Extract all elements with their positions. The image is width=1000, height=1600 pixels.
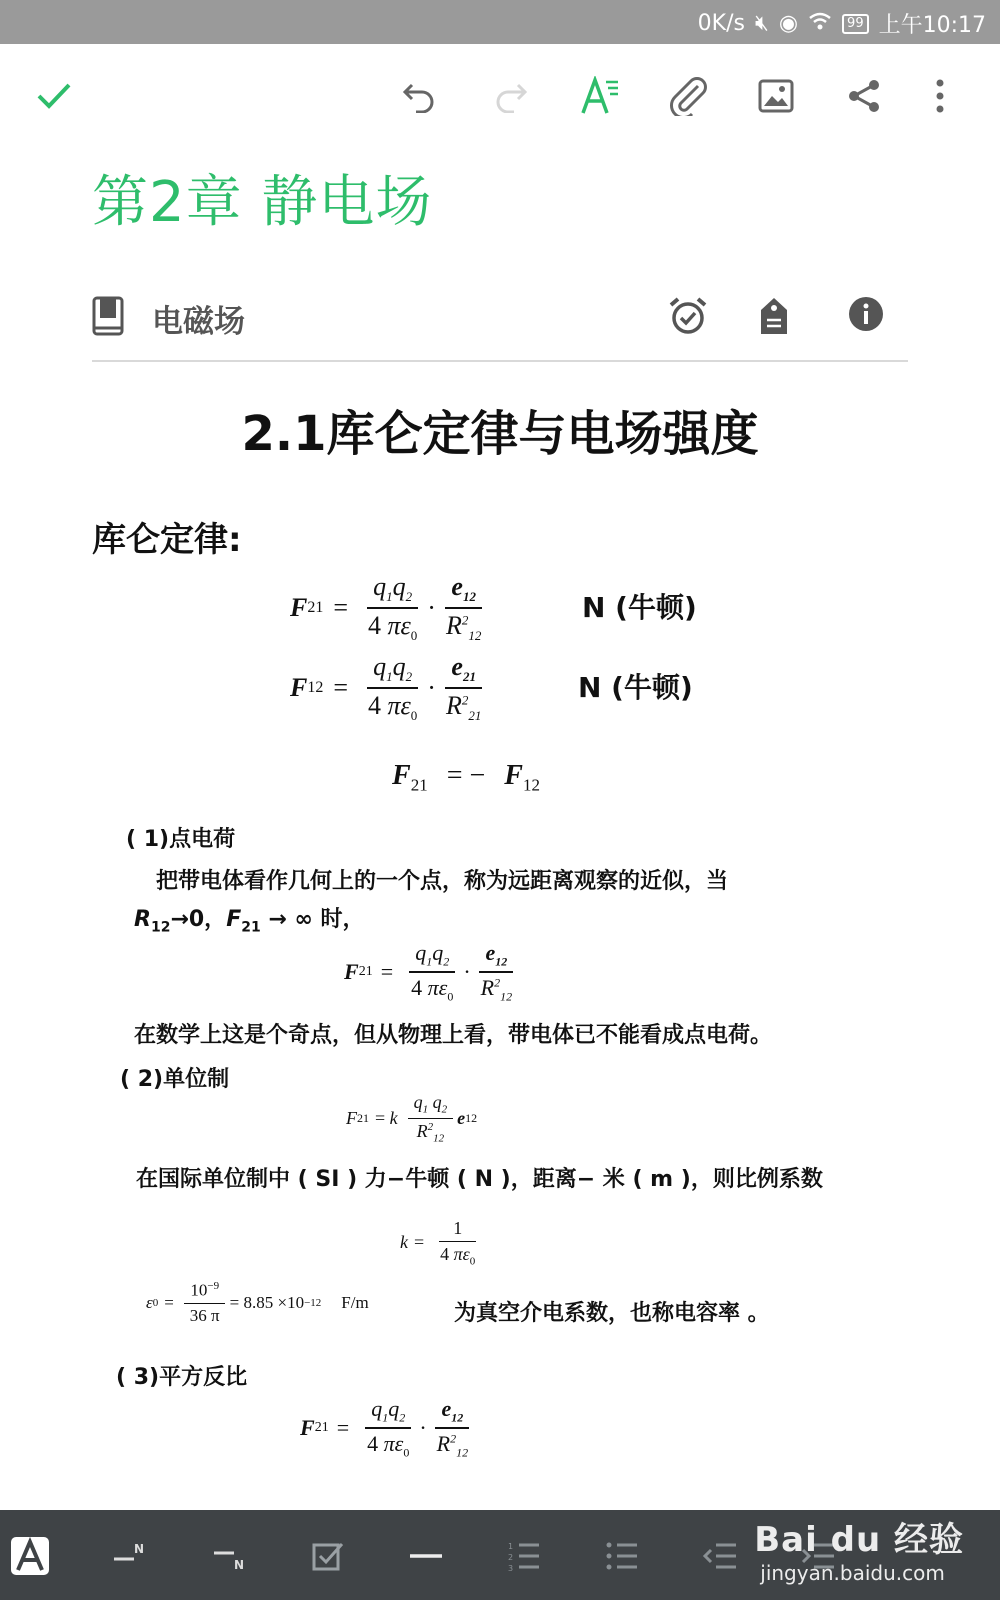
equation-f12: F 12 = $\frac{q_1q_2}{4 \pi\varepsilon_0}$ · $\frac{e_{21}}{R^2_{21}}$	[290, 652, 482, 724]
section-point-charge-text-2: $R_{12}\to 0$，$F_{21}$ → ∞ 时，	[134, 907, 365, 936]
share-icon[interactable]	[842, 74, 886, 118]
equation-f12-unit: N (牛顿)	[578, 671, 693, 704]
section-point-charge-label: ( 1)点电荷	[126, 827, 236, 852]
section-units-text: 在国际单位制中 ( SI ) 力−牛顿 ( N )，距离− 米 ( m )，则比例系数	[136, 1167, 823, 1192]
svg-text:N: N	[234, 1558, 245, 1571]
document-heading: 2.1库仑定律与电场强度	[241, 406, 759, 462]
font-style-icon[interactable]	[8, 1534, 52, 1578]
superscript-icon[interactable]	[106, 1534, 150, 1578]
svg-text:3: 3	[508, 1564, 514, 1572]
equation-point-charge: F 21 = $\frac{q_1q_2}{4 \pi\varepsilon_0}$ · $\frac{e_{12}}{R^2_{12}}$	[344, 940, 513, 1004]
text-format-icon[interactable]	[578, 74, 622, 118]
equation-k-constant: k = $\frac{1}{4 \pi\varepsilon_0}$	[400, 1218, 476, 1268]
outdent-icon[interactable]	[698, 1534, 742, 1578]
equation-units: F 21 = k $\frac{q_1 q_2}{R^2_{12}}$ e 12	[346, 1092, 478, 1145]
watermark-brand: Bai du 经验	[754, 1520, 964, 1560]
check-icon[interactable]	[32, 74, 76, 118]
note-title[interactable]: 第2章 静电场	[92, 170, 433, 235]
undo-icon[interactable]	[398, 74, 442, 118]
notebook-row	[92, 284, 908, 362]
notebook-icon[interactable]	[92, 296, 132, 336]
wifi-icon	[808, 11, 832, 37]
equation-f21-unit: N (牛顿)	[582, 591, 697, 624]
limit-suffix: 时，	[320, 907, 365, 932]
attachment-icon[interactable]	[666, 74, 710, 118]
tag-icon[interactable]	[758, 296, 798, 336]
permittivity-value: = 8.85 ×10	[229, 1292, 305, 1312]
bullet-list-icon[interactable]	[600, 1534, 644, 1578]
section-inverse-square-label: ( 3)平方反比	[116, 1365, 248, 1390]
section-units-label: ( 2)单位制	[120, 1067, 230, 1092]
mute-icon: 🔇︎	[754, 11, 769, 36]
notebook-name[interactable]: 电磁场	[152, 304, 245, 340]
baidu-watermark	[754, 1512, 964, 1585]
clock: 上午10:17	[878, 13, 986, 38]
equation-newton-third: $F_{21}$ = − $F_{12}$	[392, 760, 540, 795]
equation-inverse-square: F 21 = $\frac{q_1q_2}{4 \pi\varepsilon_0}$ · $\frac{e_{12}}{R^2_{12}}$	[300, 1396, 469, 1460]
eye-comfort-icon: ◉	[778, 11, 799, 36]
divider-icon[interactable]	[404, 1534, 448, 1578]
coulomb-law-label: 库仑定律:	[92, 520, 242, 560]
editor-toolbar	[0, 44, 1000, 144]
equation-permittivity: ε 0 = $\frac{10^{-9}}{36 \pi}$ = 8.85 ×10 −12 F/m	[146, 1280, 369, 1325]
equation-f21: F 21 = $\frac{q_1q_2}{4 \pi\varepsilon_0}$ · $\frac{e_{12}}{R^2_{12}}$	[290, 572, 482, 644]
checkbox-icon[interactable]	[306, 1534, 350, 1578]
svg-text:N: N	[134, 1542, 145, 1556]
alarm-icon[interactable]	[668, 296, 708, 336]
redo-icon[interactable]	[488, 74, 532, 118]
image-icon[interactable]	[754, 74, 798, 118]
subscript-icon[interactable]	[206, 1534, 250, 1578]
permittivity-description: 为真空介电系数，也称电容率 。	[454, 1301, 770, 1326]
more-icon[interactable]	[918, 74, 962, 118]
section-point-charge-text-1: 把带电体看作几何上的一个点，称为远距离观察的近似，当	[156, 869, 729, 894]
numbered-list-icon[interactable]	[502, 1534, 546, 1578]
svg-text:2: 2	[508, 1553, 514, 1562]
network-speed: 0K/s	[697, 11, 745, 36]
svg-text:1: 1	[508, 1542, 514, 1551]
permittivity-unit: F/m	[341, 1292, 369, 1312]
status-bar	[0, 0, 1000, 44]
watermark-url: jingyan.baidu.com	[760, 1561, 945, 1585]
battery-icon: 99	[842, 14, 869, 34]
section-point-charge-text-3: 在数学上这是个奇点，但从物理上看，带电体已不能看成点电荷。	[134, 1023, 773, 1048]
info-icon[interactable]	[848, 296, 888, 336]
